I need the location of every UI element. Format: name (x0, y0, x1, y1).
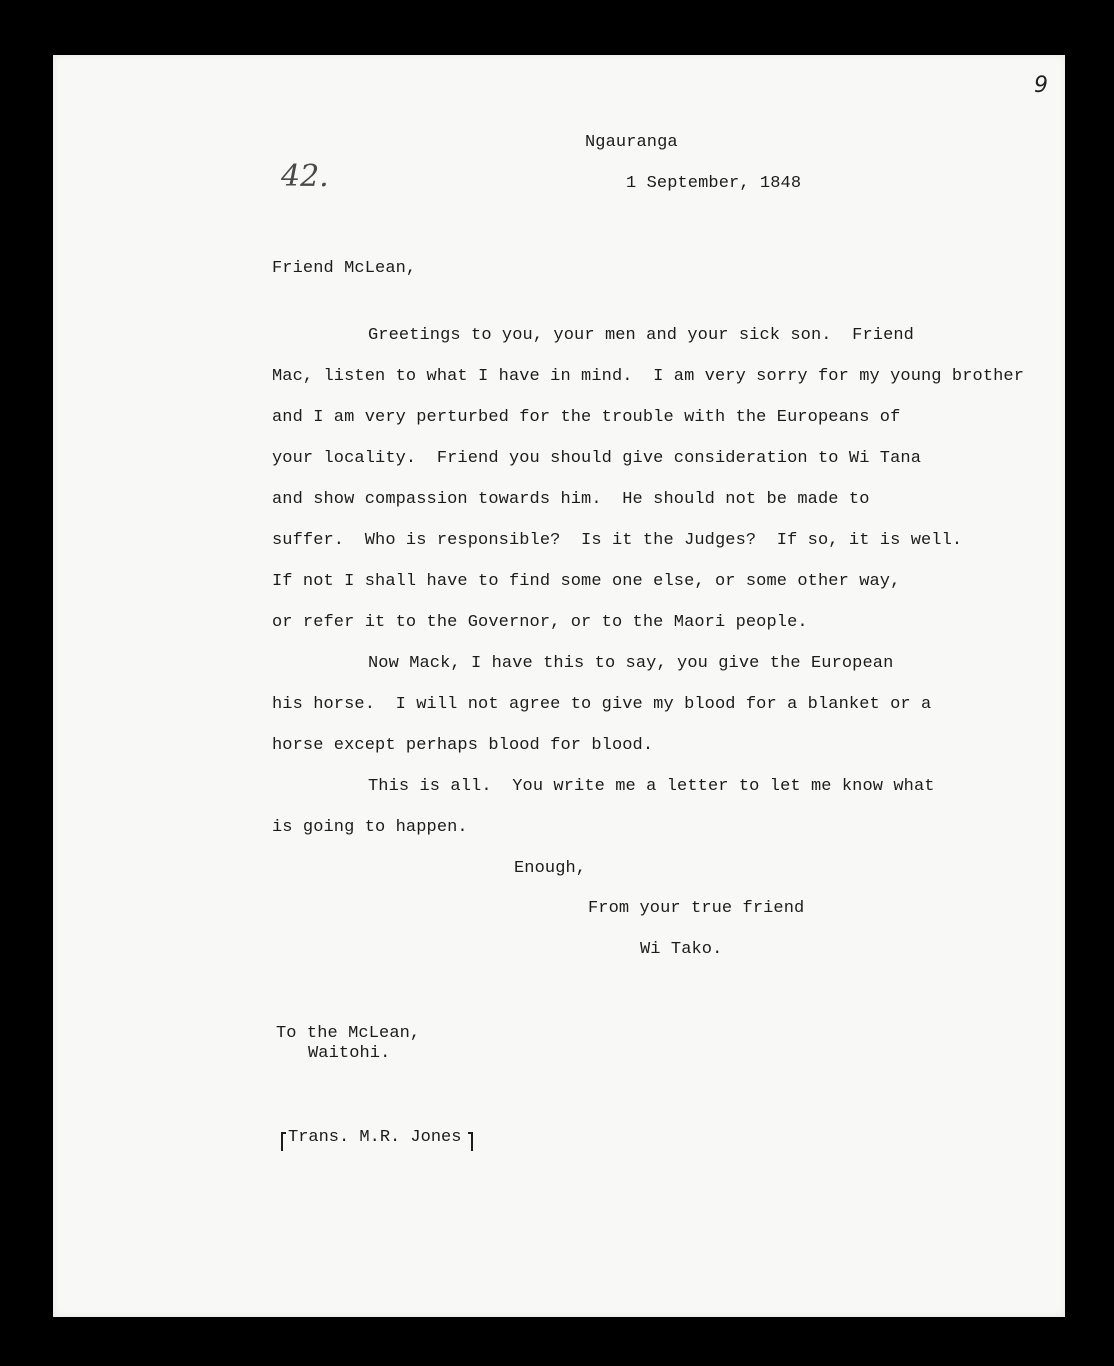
archive-handwritten-number: 42. (281, 159, 329, 194)
body-line: Now Mack, I have this to say, you give the European (368, 654, 894, 673)
letter-date: 1 September, 1848 (626, 174, 802, 193)
letter-salutation: Friend McLean, (272, 259, 417, 278)
body-line: Mac, listen to what I have in mind. I am very sorry for my young brother (272, 367, 1025, 386)
letter-signature: Wi Tako. (640, 940, 723, 959)
body-line: Greetings to you, your men and your sick son. Friend (368, 326, 914, 345)
body-line: If not I shall have to find some one else, or some other way, (272, 572, 901, 591)
body-line: his horse. I will not agree to give my blood for a blanket or a (272, 695, 932, 714)
right-bracket-mark (466, 1129, 476, 1155)
body-line: suffer. Who is responsible? Is it the Judges? If so, it is well. (272, 531, 963, 550)
body-line: This is all. You write me a letter to let me know what (368, 777, 935, 796)
body-line: horse except perhaps blood for blood. (272, 736, 654, 755)
letter-closing: Enough, (514, 859, 587, 878)
address-line: Waitohi. (308, 1044, 391, 1063)
body-line: is going to happen. (272, 818, 468, 837)
body-line: and I am very perturbed for the trouble with the Europeans of (272, 408, 901, 427)
typed-letter-sheet (53, 55, 1065, 1317)
body-line: and show compassion towards him. He should not be made to (272, 490, 870, 509)
letter-place: Ngauranga (585, 133, 678, 152)
folio-number: 9 (1034, 73, 1048, 98)
translator-credit: Trans. M.R. Jones (288, 1128, 462, 1147)
letter-signoff: From your true friend (588, 899, 805, 918)
address-line: To the McLean, (276, 1024, 421, 1043)
body-line: your locality. Friend you should give consideration to Wi Tana (272, 449, 922, 468)
body-line: or refer it to the Governor, or to the Maori people. (272, 613, 808, 632)
